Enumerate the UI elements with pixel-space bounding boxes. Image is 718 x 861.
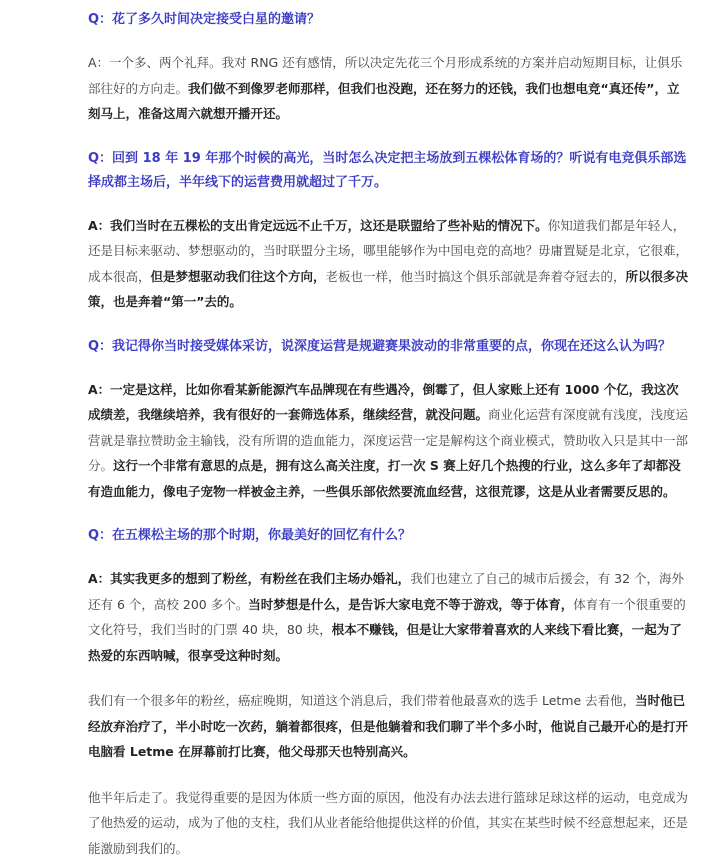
bold-text-segment: 这行一个非常有意思的点是，拥有这么高关注度，打一次 S 赛上好几个热搜的行业，这么多年了却都没有造血能力，像电子宠物一样被金主养，一些俱乐部依然要流血经营，这很荒谬，这是从业者需要反思的。 bbox=[88, 458, 681, 499]
text-segment: 体育有一个很重要的文化符号，我们当时的门票 40 块，80 块， bbox=[88, 597, 686, 638]
answer-paragraph bbox=[88, 213, 690, 315]
question-paragraph: Q：花了多久时间决定接受白星的邀请？ bbox=[88, 8, 690, 32]
answer-paragraph bbox=[88, 688, 690, 765]
question-paragraph: Q：在五棵松主场的那个时期，你最美好的回忆有什么？ bbox=[88, 524, 690, 548]
text-segment: 他半年后走了。我觉得重要的是因为体质一些方面的原因，他没有办法去进行篮球足球这样的运动，电竞成为了他热爱的运动，成为了他的支柱，我们从业者能给他提供这样的价值，其实在某些时候不经意想起来，还是能激励到我们的。 bbox=[88, 790, 688, 856]
text-segment: 我们有一个很多年的粉丝，癌症晚期，知道这个消息后，我们带着他最喜欢的选手 Letme 去看他， bbox=[88, 693, 635, 708]
bold-text-segment: 所以很多决策，也是奔着“第一”去的。 bbox=[88, 269, 688, 310]
bold-text-segment: A：其实我更多的想到了粉丝，有粉丝在我们主场办婚礼， bbox=[88, 571, 410, 586]
text-segment: 老板也一样，他当时搞这个俱乐部就是奔着夺冠去的， bbox=[326, 269, 626, 284]
answer-paragraph bbox=[88, 377, 690, 505]
bold-text-segment: 当时梦想是什么，是告诉大家电竞不等于游戏，等于体育， bbox=[248, 597, 573, 612]
question-paragraph: Q：我记得你当时接受媒体采访，说深度运营是规避赛果波动的非常重要的点，你现在还这么认为吗？ bbox=[88, 335, 690, 359]
text-segment: 商业化运营有深度就有浅度，浅度运营就是靠拉赞助金主输钱，没有所谓的造血能力，深度运营一定是解构这个商业模式，赞助收入只是其中一部分。 bbox=[88, 407, 688, 473]
answer-paragraph bbox=[88, 50, 690, 127]
answer-paragraph bbox=[88, 566, 690, 668]
bold-text-segment: 根本不赚钱，但是让大家带着喜欢的人来线下看比赛，一起为了热爱的东西呐喊，很享受这种时刻。 bbox=[88, 622, 682, 663]
bold-text-segment: A：一定是这样，比如你看某新能源汽车品牌现在有些遇冷，倒霉了，但人家账上还有 1000 个亿，我这次成绩差，我继续培养，我有很好的一套筛选体系，继续经营，就没问题。 bbox=[88, 382, 679, 423]
text-segment: 你知道我们都是年轻人，还是目标来驱动、梦想驱动的，当时联盟分主场，哪里能够作为中国电竞的高地？毋庸置疑是北京，它很难，成本很高， bbox=[88, 218, 688, 284]
bold-text-segment: 但是梦想驱动我们往这个方向， bbox=[151, 269, 326, 284]
text-segment: 我们也建立了自己的城市后援会，有 32 个，海外还有 6 个，高校 200 多个。 bbox=[88, 571, 684, 612]
question-paragraph: Q：回到 18 年 19 年那个时候的高光，当时怎么决定把主场放到五棵松体育场的？听说有电竞俱乐部选择成都主场后，半年线下的运营费用就超过了千万。 bbox=[88, 147, 690, 195]
answer-paragraph bbox=[88, 785, 690, 861]
bold-text-segment: 当时他已经放弃治疗了，半小时吃一次药，躺着都很疼，但是他躺着和我们聊了半个多小时，他说自己最开心的是打开电脑看 Letme 在屏幕前打比赛，他父母那天也特别高兴。 bbox=[88, 693, 688, 759]
bold-text-segment: 我们做不到像罗老师那样，但我们也没跑，还在努力的还钱，我们也想电竞“真还传”，立刻马上，准备这周六就想开播开还。 bbox=[88, 81, 679, 122]
bold-text-segment: A：我们当时在五棵松的支出肯定远远不止千万，这还是联盟给了些补贴的情况下。 bbox=[88, 218, 548, 233]
text-segment: A：一个多、两个礼拜。我对 RNG 还有感情，所以决定先花三个月形成系统的方案并启动短期目标，让俱乐部往好的方向走。 bbox=[88, 55, 682, 96]
